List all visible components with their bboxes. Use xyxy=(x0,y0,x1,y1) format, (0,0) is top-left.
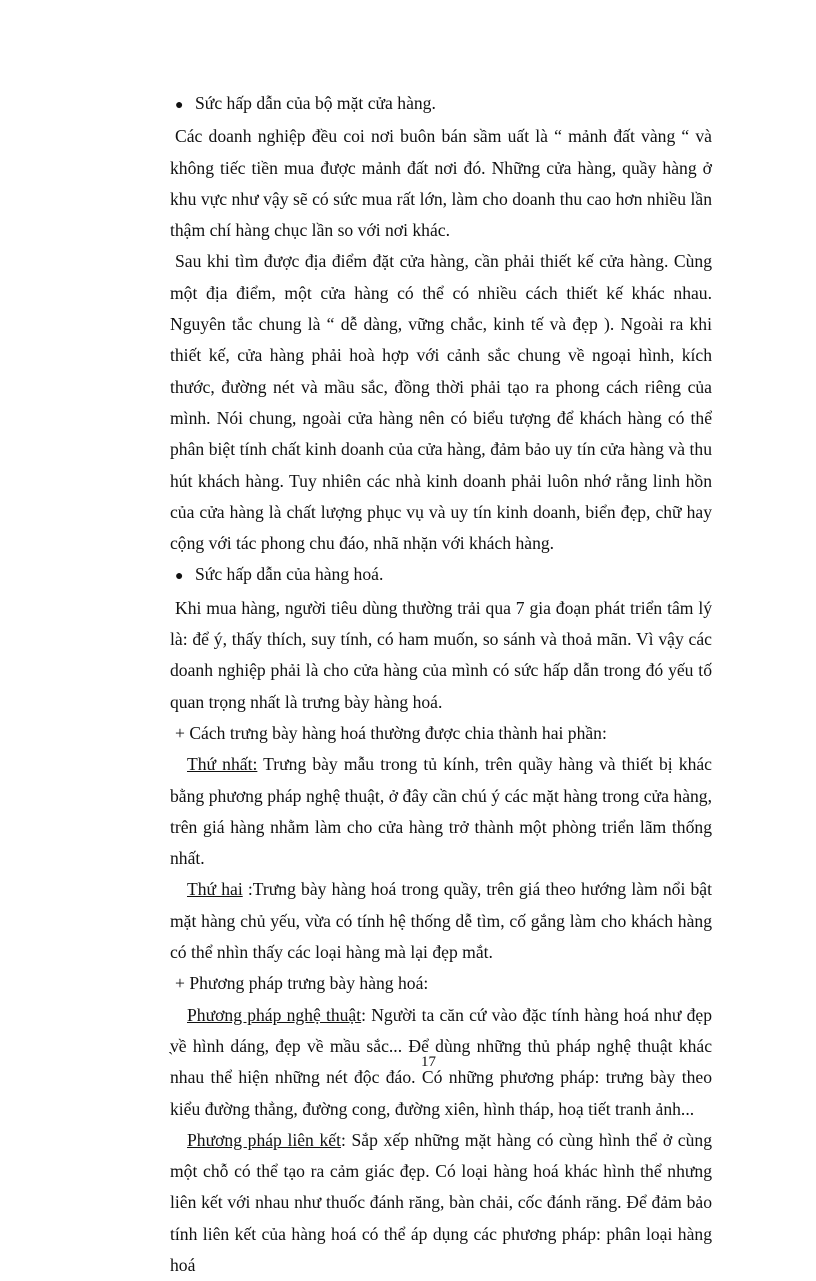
underlined-term: Thứ nhất: xyxy=(187,754,258,775)
paragraph: + Phương pháp trưng bày hàng hoá: xyxy=(175,973,429,994)
bullet-text: Sức hấp dẫn của hàng hoá. xyxy=(195,564,384,585)
bullet-icon: ● xyxy=(175,569,184,585)
paragraph-text: : Người ta căn cứ vào đặc tính hàng hoá như đẹp về hình dáng, đẹp về mầu sắc... Để dùng những thủ pháp nghệ thuật khác nhau thể hiện những nét độc đáo. Có những phương pháp: trưng bày theo kiểu đường thẳng, đường cong, đường xiên, hình tháp, hoạ tiết tranh ảnh... xyxy=(170,1004,713,1119)
bullet-item xyxy=(170,88,712,121)
page-number: 17 xyxy=(421,1054,436,1070)
paragraph: + Cách trưng bày hàng hoá thường được chia thành hai phần: xyxy=(175,722,607,743)
underlined-term: Thứ hai xyxy=(187,879,243,900)
underlined-term: Phương pháp nghệ thuật xyxy=(187,1004,362,1025)
footer-mark: ` xyxy=(168,1050,174,1067)
bullet-item xyxy=(170,559,712,592)
paragraph xyxy=(170,874,712,968)
page-body xyxy=(170,88,712,1281)
paragraph-text: :Trưng bày hàng hoá trong quầy, trên giá theo hướng làm nổi bật mặt hàng chủ yếu, vừa có tính hệ thống dễ tìm, cố gắng làm cho khách hàng có thể nhìn thấy các loại hàng mà lại đẹp mắt. xyxy=(170,879,712,963)
bullet-icon: ● xyxy=(175,98,184,113)
paragraph xyxy=(170,749,712,874)
paragraph-text: : Sắp xếp những mặt hàng có cùng hình thể ở cùng một chỗ có thể tạo ra cảm giác đẹp. Có loại hàng hoá khác hình thể nhưng liên kết với nhau như thuốc đánh răng, bàn chải, cốc đánh răng. Để đảm bảo tính liên kết của hàng hoá có thể áp dụng các phương pháp: phân loại hàng hoá xyxy=(170,1129,712,1275)
paragraph: Sau khi tìm được địa điểm đặt cửa hàng, cần phải thiết kế cửa hàng. Cùng một địa điểm, một cửa hàng có thể có nhiều cách thiết kế khác nhau. Nguyên tắc chung là “ dễ dàng, vững chắc, kinh tế và đẹp ). Ngoài ra khi thiết kế, cửa hàng phải hoà hợp với cảnh sắc chung về ngoại hình, kích thước, đường nét và mầu sắc, đồng thời phải tạo ra phong cách riêng của mình. Nói chung, ngoài cửa hàng nên có biểu tượng để khách hàng có thể phân biệt tính chất kinh doanh của cửa hàng, đảm bảo uy tín cửa hàng và thu hút khách hàng. Tuy nhiên các nhà kinh doanh phải luôn nhớ rằng linh hồn của cửa hàng là chất lượng phục vụ và uy tín kinh doanh, biển đẹp, chữ hay cộng với tác phong chu đáo, nhã nhặn với khách hàng. xyxy=(170,251,712,554)
paragraph xyxy=(170,1125,712,1281)
underlined-term: Phương pháp liên kết xyxy=(187,1129,341,1150)
paragraph-text: Trưng bày mẫu trong tủ kính, trên quầy hàng và thiết bị khác bằng phương pháp nghệ thuật, ở đây cần chú ý các mặt hàng trong cửa hàng, trên giá hàng nhằm làm cho cửa hàng trở thành một phòng triển lãm thống nhất. xyxy=(170,754,712,869)
paragraph: Khi mua hàng, người tiêu dùng thường trải qua 7 gia đoạn phát triển tâm lý là: để ý, thấy thích, suy tính, có ham muốn, so sánh và thoả mãn. Vì vậy các doanh nghiệp phải là cho cửa hàng của mình có sức hấp dẫn trong đó yếu tố quan trọng nhất là trưng bày hàng hoá. xyxy=(170,597,712,712)
paragraph xyxy=(170,1000,712,1125)
paragraph: Các doanh nghiệp đều coi nơi buôn bán sầm uất là “ mảnh đất vàng “ và không tiếc tiền mua được mảnh đất nơi đó. Những cửa hàng, quầy hàng ở khu vực như vậy sẽ có sức mua rất lớn, làm cho doanh thu cao hơn nhiều lần thậm chí hàng chục lần so với nơi khác. xyxy=(170,126,712,241)
bullet-text: Sức hấp dẫn của bộ mặt cửa hàng. xyxy=(195,93,436,113)
